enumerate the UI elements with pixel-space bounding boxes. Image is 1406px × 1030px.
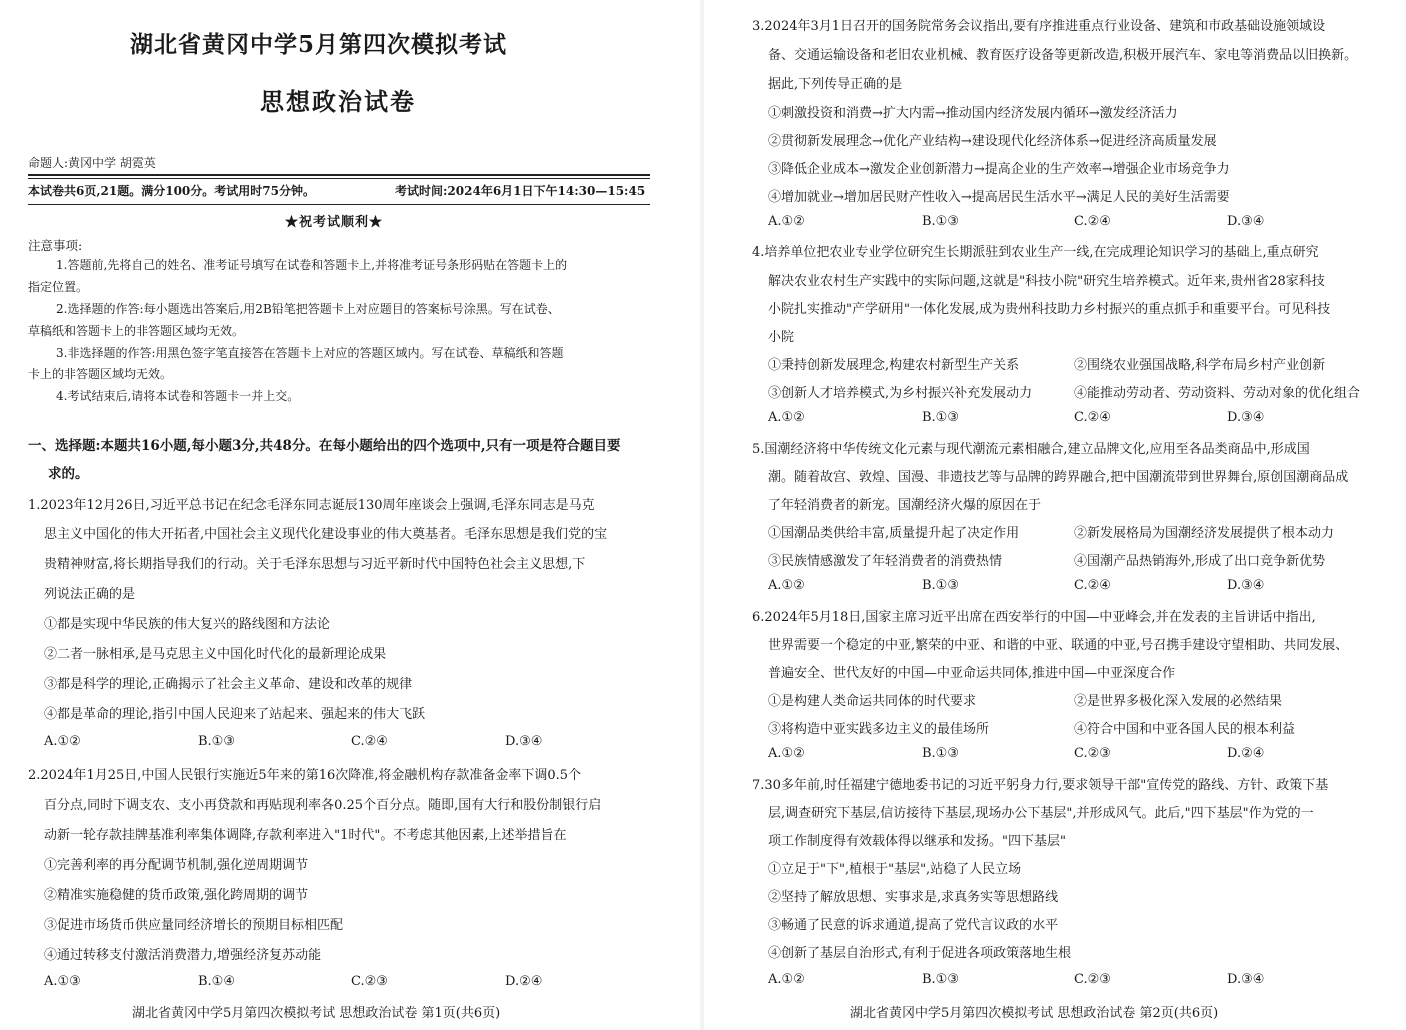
question-2-option: ④通过转移支付激活消费潜力,增强经济复苏动能 — [44, 948, 322, 963]
question-1-option: ③都是科学的理论,正确揭示了社会主义革命、建设和改革的规律 — [44, 677, 413, 692]
question-3-text: 备、交通运输设备和老旧农业机械、教育医疗设备等更新改造,积极开展汽车、家电等消费品以旧换新。 — [768, 48, 1358, 63]
question-6-option: ②是世界多极化深入发展的必然结果 — [1074, 694, 1283, 709]
question-6-text: 普遍安全、世代友好的中国—中亚命运共同体,推进中国—中亚深度合作 — [768, 666, 1176, 681]
question-2-choice-b: B.①④ — [198, 974, 235, 989]
question-6-choice-b: B.①③ — [922, 746, 959, 761]
question-3-text: 3.2024年3月1日召开的国务院常务会议指出,要有序推进重点行业设备、建筑和市政基础设施领域设 — [752, 19, 1326, 34]
notice-line: 3.非选择题的作答:用黑色签字笔直接答在答题卡上对应的答题区域内。写在试卷、草稿纸和答题 — [56, 346, 564, 360]
question-3-choice-b: B.①③ — [922, 214, 959, 229]
question-7-text: 层,调查研究下基层,信访接待下基层,现场办公下基层",并形成风气。此后,"四下基层"作为党的一 — [768, 806, 1314, 821]
question-1-option: ①都是实现中华民族的伟大复兴的路线图和方法论 — [44, 617, 331, 632]
question-4-choice-a: A.①② — [768, 410, 805, 425]
question-6-text: 6.2024年5月18日,国家主席习近平出席在西安举行的中国—中亚峰会,并在发表的主旨讲话中指出, — [752, 610, 1316, 625]
section-heading-cont: 求的。 — [48, 466, 89, 482]
question-7-choice-c: C.②③ — [1074, 972, 1111, 987]
question-7-text: 项工作制度得有效载体得以继承和发扬。"四下基层" — [768, 834, 1066, 849]
question-3-option: ①刺激投资和消费→扩大内需→推动国内经济发展内循环→激发经济活力 — [768, 106, 1178, 121]
question-1-choice-d: D.③④ — [505, 734, 543, 749]
exam-info: 本试卷共6页,21题。满分100分。考试用时75分钟。 — [28, 184, 315, 198]
question-7-option: ①立足于"下",植根于"基层",站稳了人民立场 — [768, 862, 1022, 877]
page-1 — [0, 0, 700, 1030]
question-4-option: ①秉持创新发展理念,构建农村新型生产关系 — [768, 358, 1020, 373]
question-4-choice-d: D.③④ — [1227, 410, 1265, 425]
question-1-choice-a: A.①② — [44, 734, 81, 749]
question-5-choice-a: A.①② — [768, 578, 805, 593]
question-6-option: ①是构建人类命运共同体的时代要求 — [768, 694, 977, 709]
question-5-text: 潮。随着故宫、敦煌、国漫、非遗技艺等与品牌的跨界融合,把中国潮流带到世界舞台,原创国潮商品成 — [768, 470, 1349, 485]
question-5-choice-c: C.②④ — [1074, 578, 1111, 593]
page-footer: 湖北省黄冈中学5月第四次模拟考试 思想政治试卷 第2页(共6页) — [850, 1006, 1219, 1021]
page-2 — [704, 0, 1406, 1030]
question-3-option: ②贯彻新发展理念→优化产业结构→建设现代化经济体系→促进经济高质量发展 — [768, 134, 1217, 149]
info-rule — [28, 204, 650, 205]
notice-line: 4.考试结束后,请将本试卷和答题卡一并上交。 — [56, 389, 300, 403]
question-3-choice-d: D.③④ — [1227, 214, 1265, 229]
notice-heading: 注意事项: — [28, 238, 83, 253]
question-4-option: ②围绕农业强国战略,科学布局乡村产业创新 — [1074, 358, 1326, 373]
question-3-text: 据此,下列传导正确的是 — [768, 77, 903, 92]
notice-line: 指定位置。 — [28, 280, 89, 294]
author-line: 命题人:黄冈中学 胡霓英 — [28, 156, 156, 170]
question-2-choice-c: C.②③ — [351, 974, 388, 989]
page-footer: 湖北省黄冈中学5月第四次模拟考试 思想政治试卷 第1页(共6页) — [132, 1006, 501, 1021]
question-2-text: 百分点,同时下调支农、支小再贷款和再贴现利率各0.25个百分点。随即,国有大行和股份制银行启 — [44, 798, 602, 813]
question-2-choice-d: D.②④ — [505, 974, 543, 989]
wish-banner: ★祝考试顺利★ — [285, 215, 384, 230]
notice-line: 草稿纸和答题卡上的非答题区域均无效。 — [28, 324, 245, 338]
question-7-option: ④创新了基层自治形式,有利于促进各项政策落地生根 — [768, 946, 1072, 961]
question-4-text: 小院 — [768, 330, 795, 345]
question-1-text: 思主义中国化的伟大开拓者,中国社会主义现代化建设事业的伟大奠基者。毛泽东思想是我们党的宝 — [44, 527, 608, 542]
question-5-option: ④国潮产品热销海外,形成了出口竞争新优势 — [1074, 554, 1326, 569]
question-1-choice-b: B.①③ — [198, 734, 235, 749]
question-2-text: 2.2024年1月25日,中国人民银行实施近5年来的第16次降准,将金融机构存款准备金率下调0.5个 — [28, 768, 582, 783]
question-1-option: ④都是革命的理论,指引中国人民迎来了站起来、强起来的伟大飞跃 — [44, 707, 426, 722]
question-4-choice-c: C.②④ — [1074, 410, 1111, 425]
question-2-option: ②精准实施稳健的货币政策,强化跨周期的调节 — [44, 888, 309, 903]
question-3-choice-c: C.②④ — [1074, 214, 1111, 229]
question-5-option: ③民族情感激发了年轻消费者的消费热情 — [768, 554, 1003, 569]
question-6-choice-d: D.②④ — [1227, 746, 1265, 761]
notice-line: 卡上的非答题区域均无效。 — [28, 367, 173, 381]
question-1-text: 1.2023年12月26日,习近平总书记在纪念毛泽东同志诞辰130周年座谈会上强调,毛泽东同志是马克 — [28, 498, 595, 513]
exam-title: 湖北省黄冈中学5月第四次模拟考试 — [130, 31, 508, 58]
question-1-text: 贵精神财富,将长期指导我们的行动。关于毛泽东思想与习近平新时代中国特色社会主义思想,下 — [44, 557, 586, 572]
question-5-text: 5.国潮经济将中华传统文化元素与现代潮流元素相融合,建立品牌文化,应用至各品类商品中,形成国 — [752, 442, 1310, 457]
section-heading: 一、选择题:本题共16小题,每小题3分,共48分。在每小题给出的四个选项中,只有一项是符合题目要 — [28, 438, 621, 454]
question-7-choice-d: D.③④ — [1227, 972, 1265, 987]
question-2-option: ①完善利率的再分配调节机制,强化逆周期调节 — [44, 858, 309, 873]
question-6-choice-a: A.①② — [768, 746, 805, 761]
question-2-choice-a: A.①③ — [44, 974, 81, 989]
question-7-option: ②坚持了解放思想、实事求是,求真务实等思想路线 — [768, 890, 1059, 905]
header-rule-thin — [28, 178, 650, 179]
question-7-option: ③畅通了民意的诉求通道,提高了党代言议政的水平 — [768, 918, 1059, 933]
question-5-option: ①国潮品类供给丰富,质量提升起了决定作用 — [768, 526, 1020, 541]
question-4-text: 解决农业农村生产实践中的实际问题,这就是"科技小院"研究生培养模式。近年来,贵州省28家科技 — [768, 274, 1325, 289]
question-5-choice-b: B.①③ — [922, 578, 959, 593]
question-6-option: ④符合中国和中亚各国人民的根本利益 — [1074, 722, 1296, 737]
question-4-text: 小院扎实推动"产学研用"一体化发展,成为贵州科技助力乡村振兴的重点抓手和重要平台。可见科技 — [768, 302, 1331, 317]
question-4-text: 4.培养单位把农业专业学位研究生长期派驻到农业生产一线,在完成理论知识学习的基础上,重点研究 — [752, 245, 1319, 260]
question-3-choice-a: A.①② — [768, 214, 805, 229]
notice-line: 1.答题前,先将自己的姓名、准考证号填写在试卷和答题卡上,并将准考证号条形码贴在答题卡上的 — [56, 258, 568, 272]
question-4-choice-b: B.①③ — [922, 410, 959, 425]
question-1-option: ②二者一脉相承,是马克思主义中国化时代化的最新理论成果 — [44, 647, 387, 662]
question-1-choice-c: C.②④ — [351, 734, 388, 749]
question-2-option: ③促进市场货币供应量同经济增长的预期目标相匹配 — [44, 918, 344, 933]
question-5-option: ②新发展格局为国潮经济发展提供了根本动力 — [1074, 526, 1335, 541]
question-5-choice-d: D.③④ — [1227, 578, 1265, 593]
exam-time: 考试时间:2024年6月1日下午14:30—15:45 — [395, 184, 646, 198]
question-6-option: ③将构造中亚实践多边主义的最佳场所 — [768, 722, 990, 737]
question-5-text: 了年轻消费者的新宠。国潮经济火爆的原因在于 — [768, 498, 1042, 513]
header-rule — [28, 174, 650, 176]
question-7-choice-b: B.①③ — [922, 972, 959, 987]
question-2-text: 动新一轮存款挂牌基准利率集体调降,存款利率进入"1时代"。不考虑其他因素,上述举措旨在 — [44, 828, 567, 843]
question-6-choice-c: C.②③ — [1074, 746, 1111, 761]
question-3-option: ④增加就业→增加居民财产性收入→提高居民生活水平→满足人民的美好生活需要 — [768, 190, 1230, 205]
question-3-option: ③降低企业成本→激发企业创新潜力→提高企业的生产效率→增强企业市场竞争力 — [768, 162, 1230, 177]
question-1-text: 列说法正确的是 — [44, 587, 136, 602]
subject-title: 思想政治试卷 — [260, 87, 416, 116]
notice-line: 2.选择题的作答:每小题选出答案后,用2B铅笔把答题卡上对应题目的答案标号涂黑。写在试卷、 — [56, 302, 560, 316]
question-7-choice-a: A.①② — [768, 972, 805, 987]
question-7-text: 7.30多年前,时任福建宁德地委书记的习近平躬身力行,要求领导干部"宣传党的路线、方针、政策下基 — [752, 778, 1329, 793]
question-6-text: 世界需要一个稳定的中亚,繁荣的中亚、和谐的中亚、联通的中亚,号召携手建设守望相助、共同发展、 — [768, 638, 1349, 653]
question-4-option: ④能推动劳动者、劳动资料、劳动对象的优化组合 — [1074, 386, 1361, 401]
question-4-option: ③创新人才培养模式,为乡村振兴补充发展动力 — [768, 386, 1033, 401]
